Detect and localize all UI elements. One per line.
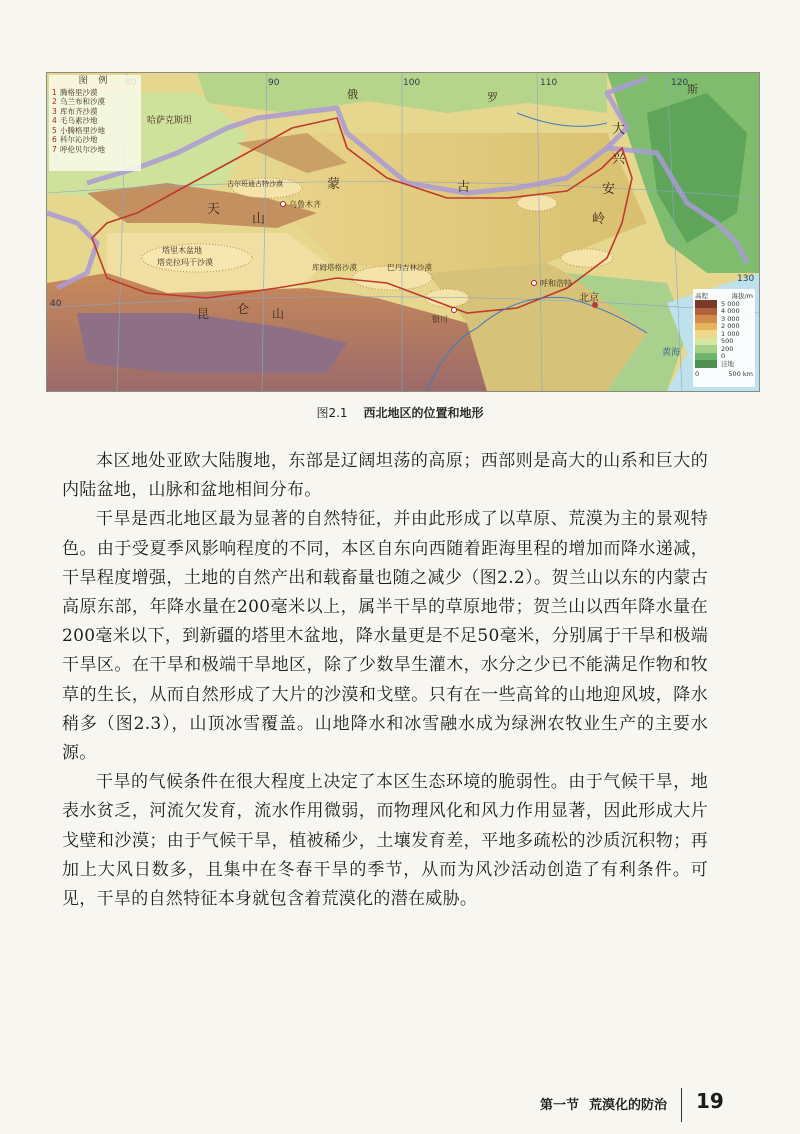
- paragraph: 干旱的气候条件在很大程度上决定了本区生态环境的脆弱性。由于气候干旱，地表水贫乏，河流欠发育，流水作用微弱，而物理风化和风力作用显著，因此形成大片戈壁和沙漠；由于气候干旱，植被稀少，土壤发育差，平地多疏松的沙质沉积物；再加上大风日数多，且集中在冬春干旱的季节，从而为风沙活动创造了有利条件。可见，干旱的自然特征本身就包含着荒漠化的潜在威胁。: [62, 772, 708, 910]
- section-number: 第一节: [540, 1098, 580, 1113]
- label-gurbantunggut: 古尔班通古特沙漠: [227, 180, 283, 188]
- elevation-legend-header: 高程 海拔/m: [695, 292, 753, 300]
- elevation-label: 5 000: [721, 299, 740, 308]
- label-yinchuan: 银川: [432, 315, 448, 324]
- footer-divider: [681, 1088, 682, 1122]
- elevation-swatch: [695, 360, 717, 368]
- elevation-legend-rows: [695, 300, 753, 368]
- elevation-swatch: [695, 308, 717, 316]
- desert-legend-item: 7 呼伦贝尔沙地: [52, 144, 105, 154]
- label-russia-1: 俄: [347, 88, 358, 101]
- elevation-swatch: [695, 323, 717, 331]
- terrain-map: [46, 72, 760, 392]
- figure-caption: [0, 404, 800, 421]
- label-kunlun-2: 仑: [237, 302, 250, 316]
- label-kazakhstan: 哈萨克斯坦: [147, 116, 193, 126]
- desert-legend-item: 5 小腾格里沙地: [52, 125, 105, 135]
- label-taklimakan: 塔克拉玛干沙漠: [157, 258, 213, 267]
- desert-legend-item: 4 毛乌素沙地: [52, 116, 98, 125]
- label-tianshan-2: 山: [252, 212, 266, 227]
- lon-label-110: 110: [540, 78, 558, 88]
- label-dxa-2: 兴: [612, 152, 626, 167]
- desert-legend-item: 1 腾格里沙漠: [52, 87, 98, 97]
- lon-label-90: 90: [268, 78, 280, 88]
- figure-number: 图2.1: [316, 406, 348, 420]
- elevation-label: 洼地: [721, 360, 734, 369]
- label-kunlun-3: 山: [272, 307, 285, 321]
- elevation-swatch: [695, 330, 717, 338]
- elevation-swatch: [695, 353, 717, 361]
- elevation-swatch: [695, 345, 717, 353]
- label-dxa-1: 大: [612, 122, 626, 137]
- label-yellow-sea: 黄海: [662, 348, 681, 358]
- label-hohhot: 呼和浩特: [540, 279, 572, 288]
- paragraph: 干旱是西北地区最为显著的自然特征，并由此形成了以草原、荒漠为主的景观特色。由于受夏季风影响程度的不同，本区自东向西随着距海里程的增加而降水递减，干旱程度增强，土地的自然产出和载畜量也随之减少（图2.2）。贺兰山以东的内蒙古高原东部，年降水量在200毫米以上，属半干旱的草原地带；贺兰山以西年降水量在200毫米以下，到新疆的塔里木盆地，降水量更是不足50毫米，分别属于干旱和极端干旱区。在干旱和极端干旱地区，除了少数旱生灌木，水分之少已不能满足作物和牧草的生长，从而自然形成了大片的沙漠和戈壁。只有在一些高耸的山地迎风坡，降水稍多（图2.3），山顶冰雪覆盖。山地降水和冰雪融水成为绿洲农牧业生产的主要水源。: [62, 509, 708, 764]
- elevation-label: 200: [721, 344, 734, 353]
- label-dxa-4: 岭: [592, 212, 606, 227]
- elevation-swatch: [695, 338, 717, 346]
- label-kunlun-1: 昆: [197, 307, 210, 321]
- lat-label-40: 40: [50, 299, 62, 309]
- label-beijing: 北京: [579, 293, 599, 304]
- label-mongolia-2: 古: [457, 180, 471, 195]
- label-dxa-3: 安: [602, 182, 616, 197]
- page-number: 19: [696, 1089, 724, 1113]
- elevation-legend: [693, 289, 755, 387]
- elevation-swatch: [695, 300, 717, 308]
- desert-legend-item: 3 库布齐沙漠: [52, 106, 98, 116]
- label-tianshan-1: 天: [207, 202, 221, 217]
- section-title: 荒漠化的防治: [589, 1098, 668, 1113]
- figure-title: 西北地区的位置和地形: [363, 406, 484, 420]
- scale-bar: 0 500 km: [695, 369, 753, 378]
- label-urumqi: 乌鲁木齐: [289, 200, 321, 209]
- desert-legend-item: 6 科尔沁沙地: [52, 135, 98, 144]
- elevation-label: 1 000: [721, 329, 740, 338]
- label-tarim: 塔里木盆地: [162, 246, 202, 255]
- desert-legend: [49, 75, 141, 171]
- elevation-label: 4 000: [721, 307, 740, 316]
- label-mongolia-1: 蒙: [327, 177, 341, 192]
- label-badain: 巴丹吉林沙漠: [387, 263, 432, 272]
- lon-label-130: 130: [737, 274, 755, 284]
- section-heading: [540, 1094, 667, 1113]
- body-text: [62, 447, 708, 914]
- elevation-label: 2 000: [721, 322, 740, 331]
- label-russia-3: 斯: [687, 83, 698, 96]
- desert-legend-title: 图 例: [78, 76, 112, 86]
- elevation-label: 500: [721, 337, 734, 346]
- label-kumtag: 库姆塔格沙漠: [312, 263, 357, 272]
- page-footer: [0, 1084, 800, 1124]
- label-russia-2: 罗: [487, 91, 498, 104]
- lon-label-100: 100: [403, 78, 421, 88]
- elevation-swatch: [695, 315, 717, 323]
- elevation-label: 3 000: [721, 314, 740, 323]
- paragraph: 本区地处亚欧大陆腹地，东部是辽阔坦荡的高原；西部则是高大的山系和巨大的内陆盆地，山脉和盆地相间分布。: [62, 451, 708, 501]
- terrain-map-graphic: [47, 73, 759, 391]
- lon-label-120: 120: [671, 78, 689, 88]
- elevation-label: 0: [721, 352, 726, 361]
- elevation-legend-row: [695, 360, 753, 368]
- desert-legend-item: 2 乌兰布和沙漠: [52, 97, 105, 106]
